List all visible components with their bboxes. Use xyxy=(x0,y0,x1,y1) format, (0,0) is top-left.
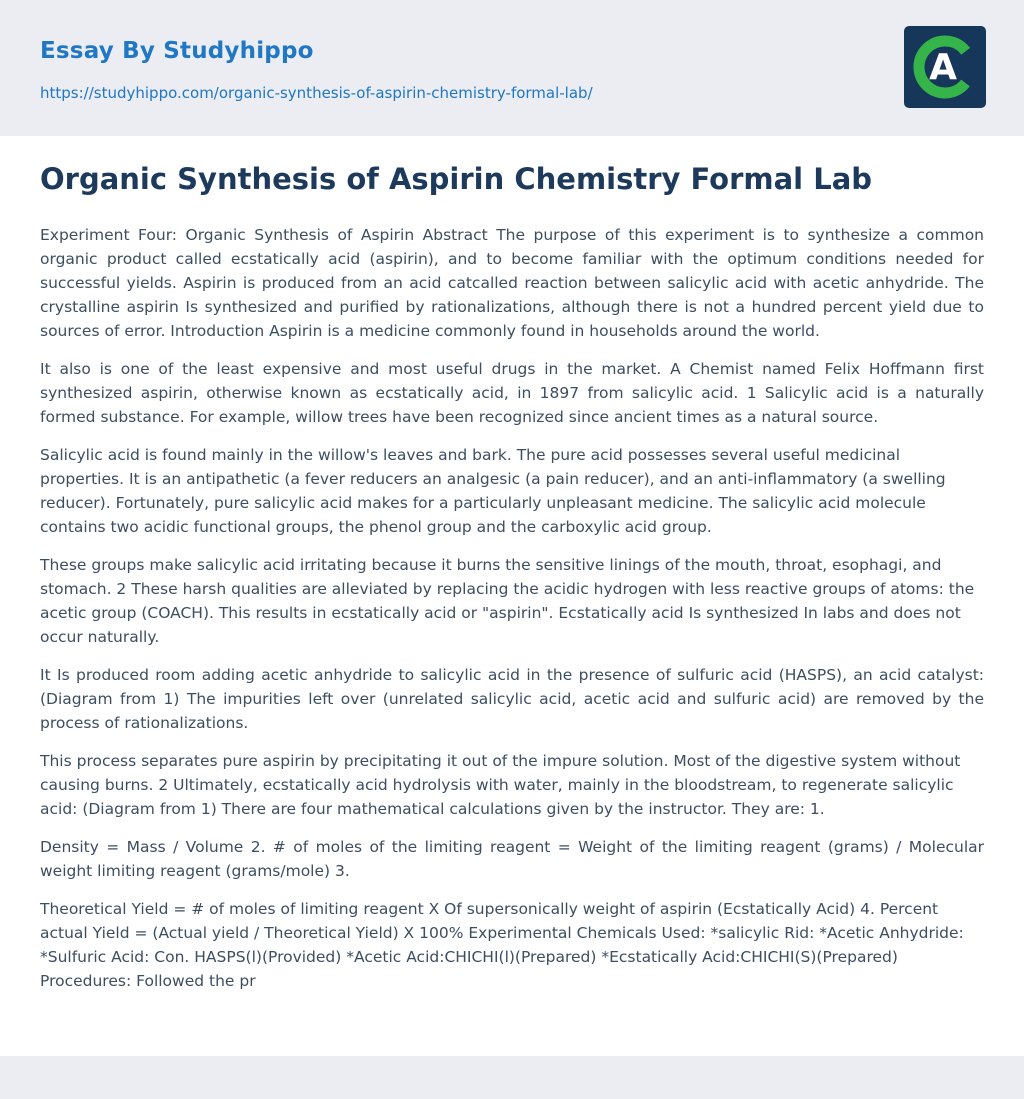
logo-icon xyxy=(904,26,986,108)
site-title: Essay By Studyhippo xyxy=(40,38,314,64)
paragraph: These groups make salicylic acid irritating because it burns the sensitive linings of the mouth, throat, esophagi, and stomach. 2 These harsh qualities are alleviated by replacing the acidic hydrogen with less reactive groups of atoms: the acetic group (COACH). This results in ecstatically acid or "aspirin". Ecstatically acid Is synthesized In labs and does not occur naturally. xyxy=(40,555,975,646)
paragraph: Experiment Four: Organic Synthesis of Aspirin Abstract The purpose of this experiment is to synthesize a common organic product called ecstatically acid (aspirin), and to become familiar with the optimum conditions needed for successful yields. Aspirin is produced from an acid catcalled reaction between salicylic acid with acetic anhydride. The crystalline aspirin Is synthesized and purified by rationalizations, although there is not a hundred percent yield due to sources of error. Introduction Aspirin is a medicine commonly found in households around the world. xyxy=(40,225,984,340)
header xyxy=(0,0,1024,136)
article-content xyxy=(0,136,1024,1056)
paragraph: Density = Mass / Volume 2. # of moles of the limiting reagent = Weight of the limiting reagent (grams) / Molecular weight limiting reagent (grams/mole) 3. xyxy=(40,837,984,880)
paragraph: It also is one of the least expensive and most useful drugs in the market. A Chemist named Felix Hoffmann first synthesized aspirin, otherwise known as ecstatically acid, in 1897 from salicylic acid. 1 Salicylic acid is a naturally formed substance. For example, willow trees have been recognized since ancient times as a natural source. xyxy=(40,359,984,426)
page-title: Organic Synthesis of Aspirin Chemistry Formal Lab xyxy=(40,162,873,196)
source-url-link[interactable]: https://studyhippo.com/organic-synthesis-of-aspirin-chemistry-formal-lab/ xyxy=(40,84,593,102)
paragraph: Salicylic acid is found mainly in the willow's leaves and bark. The pure acid possesses several useful medicinal properties. It is an antipathetic (a fever reducers an analgesic (a pain reducer), and an anti-inflammatory (a swelling reducer). Fortunately, pure salicylic acid makes for a particularly unpleasant medicine. The salicylic acid molecule contains two acidic functional groups, the phenol group and the carboxylic acid group. xyxy=(40,445,946,536)
paragraph: It Is produced room adding acetic anhydride to salicylic acid in the presence of sulfuric acid (HASPS), an acid catalyst: (Diagram from 1) The impurities left over (unrelated salicylic acid, acetic acid and sulfuric acid) are removed by the process of rationalizations. xyxy=(40,665,984,732)
studyhippo-logo xyxy=(904,26,986,108)
paragraph: This process separates pure aspirin by precipitating it out of the impure solution. Most of the digestive system without causing burns. 2 Ultimately, ecstatically acid hydrolysis with water, mainly in the bloodstream, to regenerate salicylic acid: (Diagram from 1) There are four mathematical calculations given by the instructor. They are: 1. xyxy=(40,751,961,818)
logo-letter: A xyxy=(929,47,957,88)
paragraph: Theoretical Yield = # of moles of limiting reagent X Of supersonically weight of aspirin (Ecstatically Acid) 4. Percent actual Yield = (Actual yield / Theoretical Yield) X 100% Experimental Chemicals Used: *salicylic Rid: *Acetic Anhydride: *Sulfuric Acid: Con. HASPS(l)(Provided) *Acetic Acid:CHICHI(l)(Prepared) *Ecstatically Acid:CHICHI(S)(Prepared) Procedures: Followed the pr xyxy=(40,899,964,990)
